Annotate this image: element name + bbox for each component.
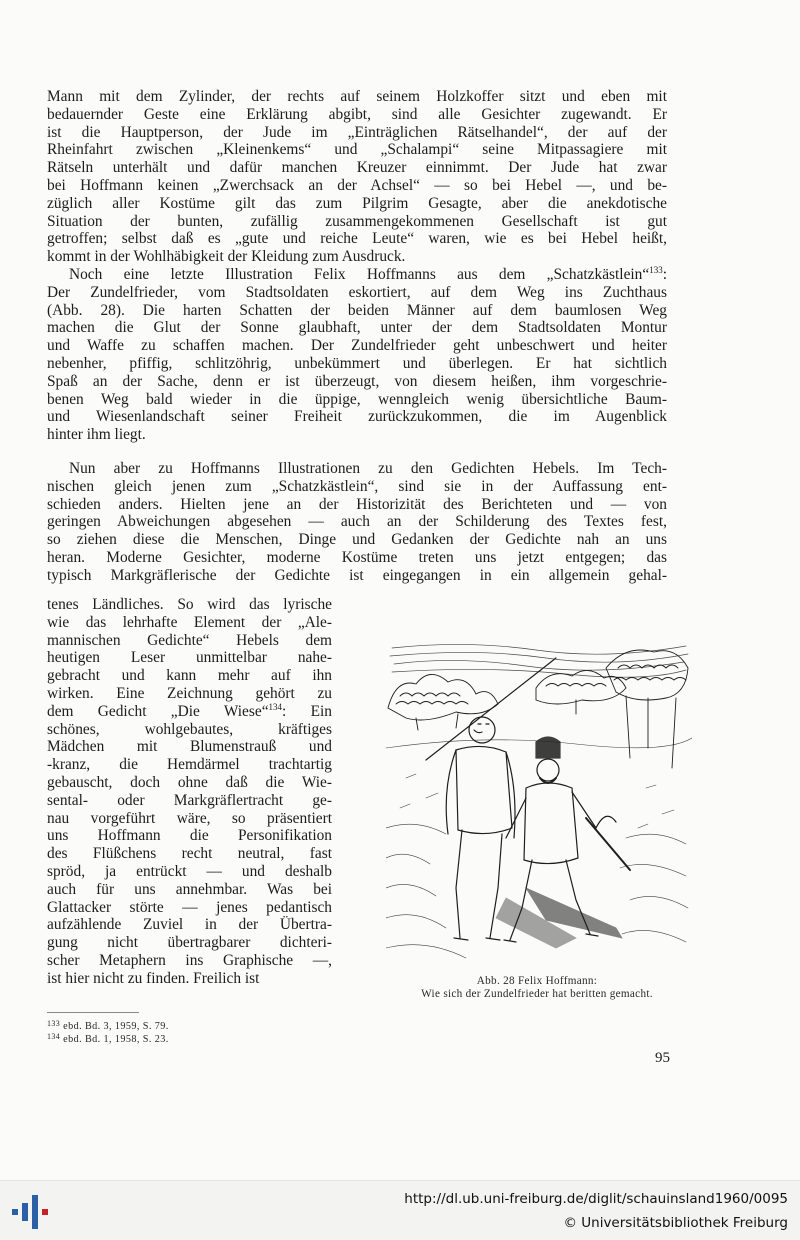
- text-line: sental- oder Markgräflertracht ge-: [47, 791, 332, 809]
- text-line: gung nicht übertragbarer dichteri-: [47, 934, 332, 952]
- text-line: Rätseln unterhält und dafür manchen Kreuzer einnimmt. Der Jude hat zwar: [47, 159, 667, 177]
- copyright-notice: © Universitätsbibliothek Freiburg: [563, 1215, 788, 1231]
- text-line: Situation der bunten, zufällig zusammengekommenen Gesellschaft ist gut: [47, 212, 667, 230]
- text-line: Glattacker störte — jenes pedantisch: [47, 898, 332, 916]
- text-line: tenes Ländliches. So wird das lyrische: [47, 596, 332, 613]
- text-line-tail: : Ein: [282, 702, 332, 720]
- text-line: -kranz, die Hemdärmel trachtartig: [47, 756, 332, 774]
- text-line: nischen gleich jenen zum „Schatzkästlein“, sind sie in der Auffassung ent-: [47, 477, 667, 495]
- footnote-number: 134: [47, 1032, 61, 1041]
- text-line: Rheinfahrt zwischen „Kleinenkems“ und „Schalampi“ seine Mitpassagiere mit: [47, 141, 667, 159]
- text-line: machen die Glut der Sonne glaubhaft, unter der dem Stadtsoldaten Montur: [47, 319, 667, 337]
- library-logo-icon[interactable]: [10, 1193, 50, 1231]
- footnote-reference: 133: [649, 265, 663, 275]
- text-line: spröd, ja entrückt — und deshalb: [47, 862, 332, 880]
- footnote-number: 133: [47, 1019, 61, 1028]
- caption-line: Wie sich der Zundelfrieder hat beritten gemacht.: [421, 988, 653, 1000]
- text-line: benen Weg bald wieder in die üppige, wenngleich wenig übersichtliche Baum-: [47, 390, 667, 408]
- text-line: kommt in der Wohlhäbigkeit der Kleidung zum Ausdruck.: [47, 248, 406, 266]
- paragraph-3: [47, 460, 667, 585]
- text-line: wie das lehrhafte Element der „Ale-: [47, 613, 332, 631]
- text-line: bei Hoffmann keinen „Zwerchsack an der Achsel“ — so bei Hebel —, und be-: [47, 176, 667, 194]
- text-line: bedauernder Geste eine Erklärung abgibt, sind alle Gesichter zugewandt. Er: [47, 105, 667, 123]
- text-line: des Flüßchens recht neutral, fast: [47, 845, 332, 863]
- text-line: ist die Hauptperson, der Jude im „Einträglichen Rätselhandel“, der auf der: [47, 123, 667, 141]
- text-line: (Abb. 28). Die harten Schatten der beiden Männer auf dem baumlosen Weg: [47, 301, 667, 319]
- text-line: und Waffe zu schaffen machen. Der Zundelfrieder geht unbeschwert und heiter: [47, 337, 667, 355]
- text-line: gebauscht, doch ohne daß die Wie-: [47, 773, 332, 791]
- text-line: so ziehen diese die Menschen, Dinge und Gedanken der Gedichte nah an uns: [47, 531, 667, 549]
- text-line: hinter ihm liegt.: [47, 426, 146, 444]
- footnote-separator: [47, 1012, 139, 1013]
- viewer-footer: [0, 1180, 800, 1240]
- text-line: und Wiesenlandschaft seiner Freiheit zurückzukommen, die im Augenblick: [47, 408, 667, 426]
- text-line: schieden anders. Hielten jene an der Historizität des Berichteten und — von: [47, 495, 667, 513]
- text-line: ist hier nicht zu finden. Freilich ist: [47, 969, 260, 987]
- text-line: uns Hoffmann die Personifikation: [47, 827, 332, 845]
- text-line: Nun aber zu Hoffmanns Illustrationen zu den Gedichten Hebels. Im Tech-: [69, 460, 667, 477]
- text-line: Der Zundelfrieder, vom Stadtsoldaten eskortiert, auf dem Weg ins Zuchthaus: [47, 283, 667, 301]
- text-line: geringen Abweichungen abgesehen — auch an der Schilderung des Textes fest,: [47, 513, 667, 531]
- page-number: 95: [655, 1050, 670, 1066]
- text-line: Mann mit dem Zylinder, der rechts auf seinem Holzkoffer sitzt und eben mit: [47, 88, 667, 105]
- text-line: typisch Markgräflerische der Gedichte ist eingegangen in ein allgemein gehal-: [47, 566, 667, 584]
- text-line: getroffen; selbst daß es „gute und reiche Leute“ waren, wie es bei Hebel heißt,: [47, 230, 667, 248]
- text-line: aufzählende Zuviel in der Übertra-: [47, 916, 332, 934]
- text-line: Mädchen mit Blumenstrauß und: [47, 738, 332, 756]
- caption-line: Abb. 28 Felix Hoffmann:: [476, 975, 598, 987]
- paragraph-1: [47, 88, 667, 266]
- footnote-134: [47, 1031, 169, 1046]
- text-line: züglich aller Kostüme gilt das zum Pilgrim Gesagte, aber die anekdotische: [47, 194, 667, 212]
- text-line: mannischen Gedichte“ Hebels dem: [47, 631, 332, 649]
- figure-caption: [360, 975, 714, 1001]
- text-line: scher Metaphern ins Graphische —,: [47, 951, 332, 969]
- text-line-content: Noch eine letzte Illustration Felix Hoffmanns aus dem „Schatzkästlein“: [69, 266, 650, 283]
- footnote-text: ebd. Bd. 1, 1958, S. 23.: [63, 1034, 169, 1045]
- text-line: [47, 703, 332, 721]
- text-line: nebenher, pfiffig, schlitzöhrig, unbekümmert und überlegen. Er hat sichtlich: [47, 354, 667, 372]
- text-line: heran. Moderne Gesichter, moderne Kostüme treten uns jetzt entgegen; das: [47, 548, 667, 566]
- text-line: Spaß an der Sache, denn er ist überzeugt, von diesem heißen, ihm vorgeschrie-: [47, 372, 667, 390]
- text-line-tail: :: [662, 266, 667, 283]
- text-column-left: [47, 596, 332, 988]
- text-line: heutigen Leser unmittelbar nahe-: [47, 649, 332, 667]
- paragraph-2: [47, 266, 667, 444]
- text-line-content: dem Gedicht „Die Wiese“: [47, 702, 269, 720]
- text-line: nau vorgeführt wäre, so präsentiert: [47, 809, 332, 827]
- text-line: [47, 266, 667, 284]
- footnote-text: ebd. Bd. 3, 1959, S. 79.: [63, 1021, 169, 1032]
- sky-hatching: [390, 644, 688, 677]
- text-line: schönes, wohlgebautes, kräftiges: [47, 720, 332, 738]
- footnote-reference: 134: [268, 701, 283, 712]
- text-line: auch für uns annehmbar. Was bei: [47, 880, 332, 898]
- text-line: gebracht und kann mehr auf ihn: [47, 667, 332, 685]
- path-shadows: [496, 888, 622, 948]
- illustration-zundelfrieder: [386, 638, 692, 974]
- text-line: wirken. Eine Zeichnung gehört zu: [47, 684, 332, 702]
- permalink-url[interactable]: http://dl.ub.uni-freiburg.de/diglit/schauinsland1960/0095: [404, 1191, 788, 1207]
